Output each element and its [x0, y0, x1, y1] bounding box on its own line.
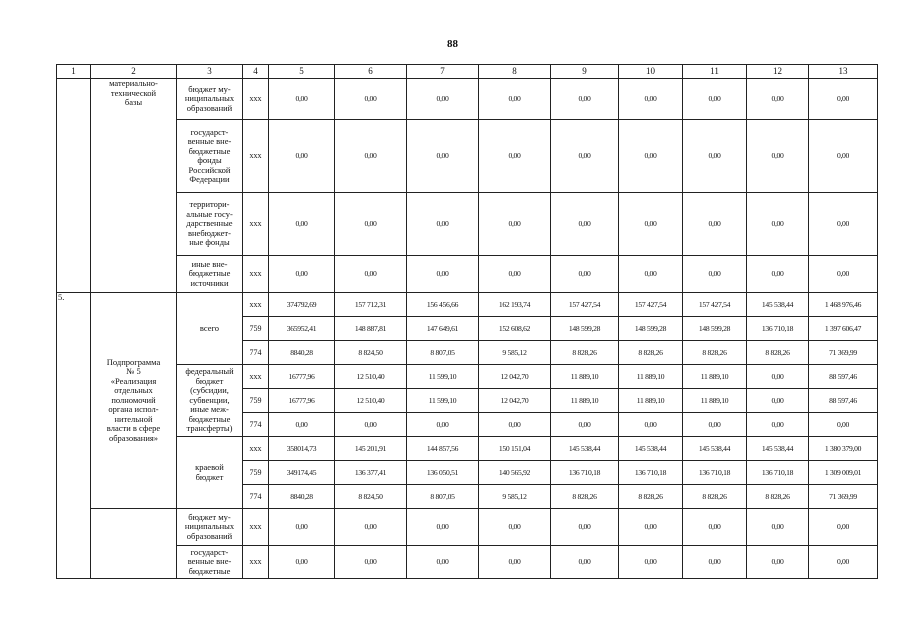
- value-cell: 0,00: [747, 509, 809, 546]
- value-cell: 0,00: [683, 509, 747, 546]
- value-cell: 8 828,26: [747, 341, 809, 365]
- value-cell: 8840,28: [269, 485, 335, 509]
- value-cell: 11 889,10: [551, 365, 619, 389]
- value-cell: 136 710,18: [683, 461, 747, 485]
- value-cell: 365952,41: [269, 317, 335, 341]
- value-cell: 9 585,12: [479, 341, 551, 365]
- value-cell: 11 889,10: [683, 365, 747, 389]
- code-cell: ххх: [243, 79, 269, 120]
- value-cell: 1 468 976,46: [809, 293, 878, 317]
- value-cell: 11 889,10: [619, 365, 683, 389]
- value-cell: 145 538,44: [683, 437, 747, 461]
- value-cell: 0,00: [747, 120, 809, 193]
- table-row: [57, 79, 878, 120]
- value-cell: 0,00: [747, 256, 809, 293]
- value-cell: 0,00: [551, 413, 619, 437]
- value-cell: 148 887,81: [335, 317, 407, 341]
- value-cell: 11 889,10: [683, 389, 747, 413]
- value-cell: 0,00: [269, 193, 335, 256]
- value-cell: 12 042,70: [479, 389, 551, 413]
- value-cell: 152 608,62: [479, 317, 551, 341]
- column-header-3: 3: [177, 65, 243, 79]
- source-cell: краевой бюджет: [177, 437, 243, 509]
- value-cell: 0,00: [619, 509, 683, 546]
- value-cell: 0,00: [619, 413, 683, 437]
- value-cell: 0,00: [747, 193, 809, 256]
- code-cell: 774: [243, 413, 269, 437]
- value-cell: 147 649,61: [407, 317, 479, 341]
- value-cell: 11 599,10: [407, 365, 479, 389]
- column-header-9: 9: [551, 65, 619, 79]
- value-cell: 0,00: [551, 546, 619, 579]
- value-cell: 0,00: [269, 413, 335, 437]
- value-cell: 145 538,44: [551, 437, 619, 461]
- code-cell: ххх: [243, 546, 269, 579]
- table-row: [57, 120, 878, 193]
- header-row: [57, 65, 878, 79]
- value-cell: 136 050,51: [407, 461, 479, 485]
- value-cell: 8 828,26: [619, 341, 683, 365]
- value-cell: 88 597,46: [809, 365, 878, 389]
- value-cell: 0,00: [551, 256, 619, 293]
- value-cell: 8 828,26: [683, 341, 747, 365]
- value-cell: 0,00: [335, 79, 407, 120]
- value-cell: 136 710,18: [619, 461, 683, 485]
- code-cell: 774: [243, 485, 269, 509]
- value-cell: 0,00: [269, 256, 335, 293]
- column-header-4: 4: [243, 65, 269, 79]
- value-cell: 0,00: [809, 79, 878, 120]
- code-cell: 774: [243, 341, 269, 365]
- value-cell: 0,00: [683, 193, 747, 256]
- code-cell: 759: [243, 461, 269, 485]
- subprogram-name-cell: Подпрограмма № 5 «Реализация отдельных полномочий органа испол- нительной власти в сфере образования»: [91, 293, 177, 509]
- column-header-7: 7: [407, 65, 479, 79]
- value-cell: 148 599,28: [551, 317, 619, 341]
- value-cell: 145 538,44: [619, 437, 683, 461]
- table-row: [57, 437, 878, 461]
- value-cell: 140 565,92: [479, 461, 551, 485]
- value-cell: 8840,28: [269, 341, 335, 365]
- value-cell: 11 889,10: [619, 389, 683, 413]
- source-cell: государст- венные вне- бюджетные: [177, 546, 243, 579]
- code-cell: ххх: [243, 293, 269, 317]
- value-cell: 0,00: [269, 509, 335, 546]
- value-cell: 0,00: [809, 509, 878, 546]
- value-cell: 136 710,18: [747, 317, 809, 341]
- value-cell: 0,00: [683, 546, 747, 579]
- code-cell: 759: [243, 317, 269, 341]
- value-cell: 1 309 009,01: [809, 461, 878, 485]
- value-cell: 8 807,05: [407, 485, 479, 509]
- table-row: [57, 193, 878, 256]
- value-cell: 0,00: [551, 509, 619, 546]
- value-cell: 0,00: [407, 79, 479, 120]
- value-cell: 8 828,26: [683, 485, 747, 509]
- source-cell: федеральный бюджет (субсидии, субвенции, иные меж- бюджетные трансферты): [177, 365, 243, 437]
- value-cell: 0,00: [683, 413, 747, 437]
- column-header-6: 6: [335, 65, 407, 79]
- row-number-cell: [57, 79, 91, 293]
- source-cell: всего: [177, 293, 243, 365]
- value-cell: 1 380 379,00: [809, 437, 878, 461]
- value-cell: 0,00: [479, 79, 551, 120]
- value-cell: 0,00: [619, 193, 683, 256]
- value-cell: 157 427,54: [683, 293, 747, 317]
- value-cell: 0,00: [809, 193, 878, 256]
- value-cell: 16777,96: [269, 365, 335, 389]
- table-row: [57, 509, 878, 546]
- value-cell: 136 710,18: [551, 461, 619, 485]
- value-cell: 8 828,26: [747, 485, 809, 509]
- value-cell: 0,00: [335, 120, 407, 193]
- value-cell: 0,00: [479, 413, 551, 437]
- column-header-8: 8: [479, 65, 551, 79]
- page-number: 88: [447, 38, 458, 50]
- row-number-cell: 5.: [57, 293, 91, 579]
- code-cell: ххх: [243, 365, 269, 389]
- value-cell: 0,00: [335, 546, 407, 579]
- value-cell: 12 510,40: [335, 389, 407, 413]
- value-cell: 9 585,12: [479, 485, 551, 509]
- column-header-12: 12: [747, 65, 809, 79]
- value-cell: 349174,45: [269, 461, 335, 485]
- value-cell: 0,00: [407, 256, 479, 293]
- value-cell: 71 369,99: [809, 341, 878, 365]
- value-cell: 8 824,50: [335, 485, 407, 509]
- value-cell: 0,00: [407, 413, 479, 437]
- value-cell: 0,00: [683, 256, 747, 293]
- value-cell: 11 889,10: [551, 389, 619, 413]
- value-cell: 0,00: [479, 546, 551, 579]
- value-cell: 0,00: [335, 256, 407, 293]
- column-header-11: 11: [683, 65, 747, 79]
- value-cell: 374792,69: [269, 293, 335, 317]
- value-cell: 88 597,46: [809, 389, 878, 413]
- source-cell: территори- альные госу- дарственные внебюджет- ные фонды: [177, 193, 243, 256]
- source-cell: государст- венные вне- бюджетные фонды Российской Федерации: [177, 120, 243, 193]
- value-cell: 0,00: [407, 546, 479, 579]
- value-cell: 8 828,26: [619, 485, 683, 509]
- value-cell: 12 510,40: [335, 365, 407, 389]
- value-cell: 136 710,18: [747, 461, 809, 485]
- budget-table: [56, 64, 878, 579]
- value-cell: 0,00: [747, 546, 809, 579]
- column-header-1: 1: [57, 65, 91, 79]
- value-cell: 1 397 606,47: [809, 317, 878, 341]
- value-cell: 0,00: [407, 193, 479, 256]
- value-cell: 0,00: [809, 256, 878, 293]
- value-cell: 157 427,54: [619, 293, 683, 317]
- code-cell: ххх: [243, 193, 269, 256]
- value-cell: 0,00: [269, 546, 335, 579]
- table-row: [57, 546, 878, 579]
- value-cell: 0,00: [479, 120, 551, 193]
- source-cell: иные вне- бюджетные источники: [177, 256, 243, 293]
- value-cell: 0,00: [479, 193, 551, 256]
- value-cell: 145 538,44: [747, 437, 809, 461]
- code-cell: ххх: [243, 437, 269, 461]
- value-cell: 11 599,10: [407, 389, 479, 413]
- description-cell: [91, 509, 177, 579]
- value-cell: 358014,73: [269, 437, 335, 461]
- value-cell: 157 712,31: [335, 293, 407, 317]
- value-cell: 0,00: [551, 193, 619, 256]
- value-cell: 8 828,26: [551, 341, 619, 365]
- value-cell: 8 828,26: [551, 485, 619, 509]
- value-cell: 144 857,56: [407, 437, 479, 461]
- description-cell: материально- технической базы: [91, 79, 177, 293]
- value-cell: 0,00: [269, 120, 335, 193]
- code-cell: ххх: [243, 509, 269, 546]
- value-cell: 0,00: [479, 256, 551, 293]
- value-cell: 136 377,41: [335, 461, 407, 485]
- value-cell: 0,00: [747, 365, 809, 389]
- code-cell: ххх: [243, 120, 269, 193]
- table-row: [57, 256, 878, 293]
- value-cell: 0,00: [809, 413, 878, 437]
- value-cell: 0,00: [407, 120, 479, 193]
- value-cell: 16777,96: [269, 389, 335, 413]
- value-cell: 0,00: [809, 120, 878, 193]
- value-cell: 156 456,66: [407, 293, 479, 317]
- value-cell: 0,00: [269, 79, 335, 120]
- value-cell: 0,00: [407, 509, 479, 546]
- column-header-13: 13: [809, 65, 878, 79]
- source-cell: бюджет му- ниципальных образований: [177, 79, 243, 120]
- value-cell: 0,00: [683, 79, 747, 120]
- value-cell: 0,00: [335, 413, 407, 437]
- value-cell: 0,00: [683, 120, 747, 193]
- value-cell: 0,00: [747, 413, 809, 437]
- value-cell: 148 599,28: [683, 317, 747, 341]
- column-header-10: 10: [619, 65, 683, 79]
- code-cell: 759: [243, 389, 269, 413]
- column-header-5: 5: [269, 65, 335, 79]
- value-cell: 162 193,74: [479, 293, 551, 317]
- code-cell: ххх: [243, 256, 269, 293]
- value-cell: 145 201,91: [335, 437, 407, 461]
- value-cell: 0,00: [335, 193, 407, 256]
- table-row: [57, 365, 878, 389]
- value-cell: 0,00: [479, 509, 551, 546]
- value-cell: 0,00: [619, 79, 683, 120]
- value-cell: 0,00: [619, 546, 683, 579]
- table-row: [57, 293, 878, 317]
- value-cell: 0,00: [619, 256, 683, 293]
- value-cell: 0,00: [335, 509, 407, 546]
- value-cell: 8 807,05: [407, 341, 479, 365]
- value-cell: 12 042,70: [479, 365, 551, 389]
- value-cell: 0,00: [551, 79, 619, 120]
- value-cell: 0,00: [551, 120, 619, 193]
- source-cell: бюджет му- ниципальных образований: [177, 509, 243, 546]
- value-cell: 0,00: [747, 79, 809, 120]
- value-cell: 145 538,44: [747, 293, 809, 317]
- value-cell: 148 599,28: [619, 317, 683, 341]
- value-cell: 0,00: [619, 120, 683, 193]
- value-cell: 157 427,54: [551, 293, 619, 317]
- value-cell: 8 824,50: [335, 341, 407, 365]
- value-cell: 71 369,99: [809, 485, 878, 509]
- value-cell: 0,00: [809, 546, 878, 579]
- value-cell: 150 151,04: [479, 437, 551, 461]
- value-cell: 0,00: [747, 389, 809, 413]
- column-header-2: 2: [91, 65, 177, 79]
